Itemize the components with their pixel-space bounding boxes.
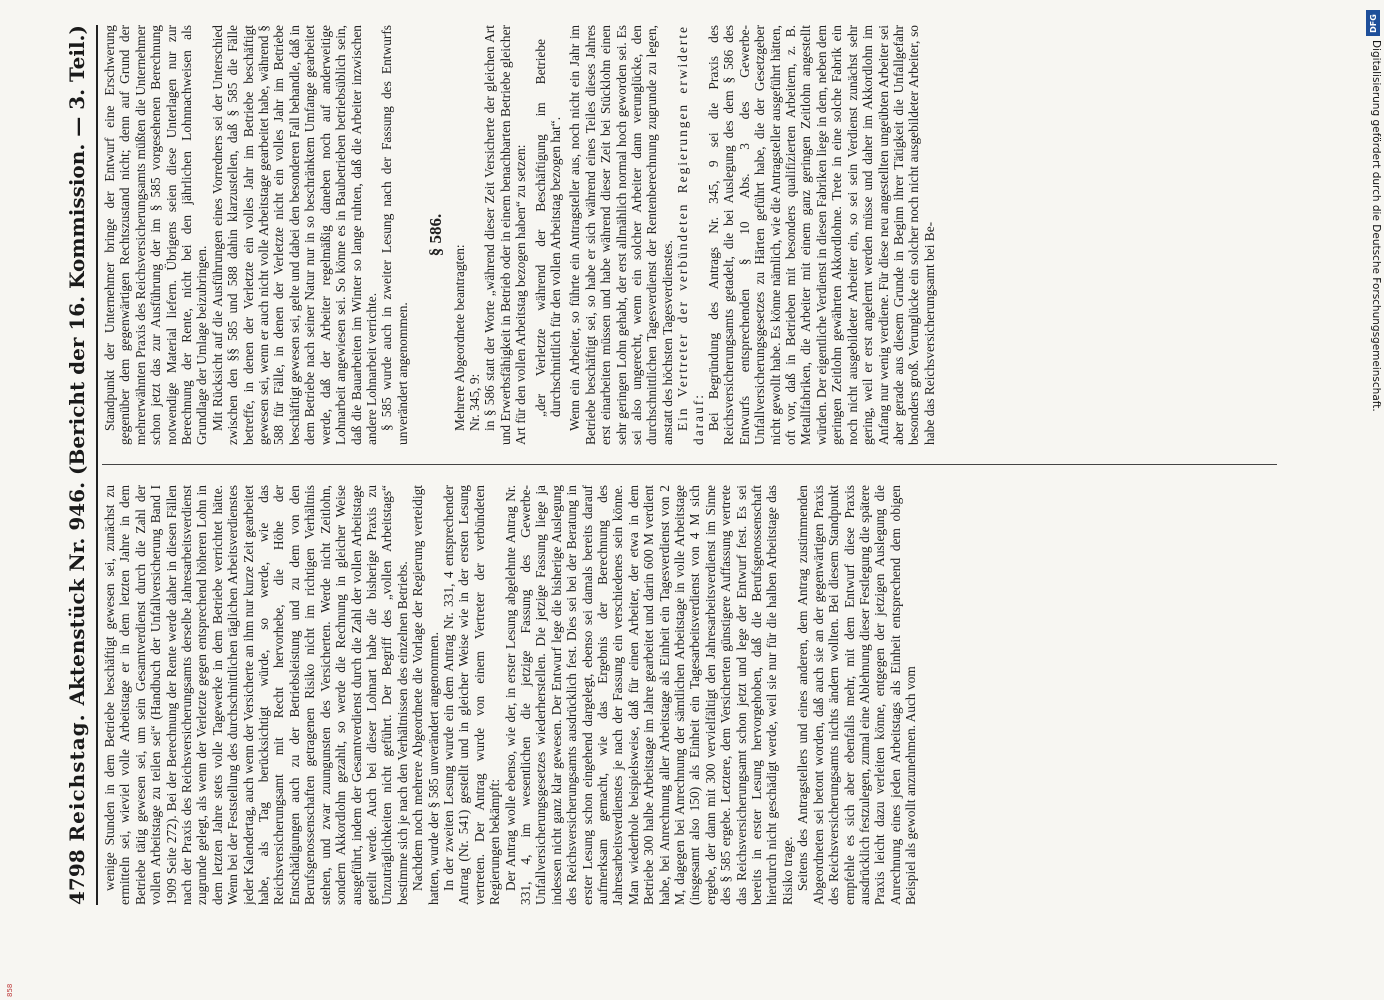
paragraph: Seitens des Antragstellers und eines anderen, dem Antrag zustimmenden Abgeordneten sei betont worden, daß auch sie an der gegenwärtigen Praxis des Reichsversicherungsamts nichts ändern wollten. Bei diesem Standpunkt empfehle es sich aber ebenfalls mehr, mit dem Entwurf diese Praxis ausdrücklich festzulegen, zumal eine Ablehnung dieser Festlegung die spätere Praxis leicht dazu verleiten könne, entgegen der jetzigen Auslegung die Anrechnung eines jeden Arbeitstags als Einheit entsprechend dem obigen Beispiel als gewollt anzunehmen. Auch vom (795, 485, 919, 905)
section-heading: § 586. (426, 213, 446, 257)
quoted-text: „der Verletzte während der Beschäftigung im Betriebe durchschnittlich für den vollen Arbeitstag bezogen hat“. (532, 39, 563, 417)
paragraph: In der zweiten Lesung wurde ein dem Antrag Nr. 331, 4 entsprechender Antrag (Nr. 541) gestellt und in gleicher Weise wie in der ersten Lesung vertreten. Der Antrag wurde von einem Vertreter der verbündeten Regierungen bekämpft: (440, 485, 503, 905)
paragraph: Bei Begründung des Antrags Nr. 345, 9 sei die Praxis des Reichsversicherungsamts getadelt, die bei Auslegung des dem § 586 des Entwurfs entsprechenden § 10 Abs. 3 des Gewerbe-Unfallversicherungsgesetzes zu Härten geführt habe, die der Gesetzgeber nicht gewollt habe. Es könne nämlich, wie die Antragsteller ausgeführt hätten, oft vor, daß in Betrieben mit besonders qualifizierten Arbeitern, z. B. Metallfabriken, die Arbeiter mit einem ganz geringen Zeitlohn angestellt würden. Der eigentliche Verdienst in diesen Fabriken liege in dem, neben dem geringen Zeitlohn gewährten Akkordlohne. Trete in eine solche Fabrik ein noch nicht ausgebildeter Arbeiter ein, so sei sein Verdienst zunächst sehr gering, weil er erst angelernt werden müsse und daher im Akkordlohn im Anfang nur wenig verdiene. Für diese neu angestellten ungeübten Arbeiter sei aber gerade aus diesem Grunde in Beginn ihrer Tätigkeit die Unfallgefahr besonders groß. Verunglücke ein solcher noch nicht ausgebildeter Arbeiter, so habe das Reichsversicherungsamt bei Be- (706, 25, 937, 445)
paragraph: Nachdem noch mehrere Abgeordnete die Vorlage der Regierung verteidigt hatten, wurde der § 585 unverändert angenommen. (410, 485, 441, 905)
right-text-column (102, 25, 1277, 445)
paragraph: in § 586 statt der Worte „während dieser Zeit Versicherte der gleichen Art und Erwerbsfähigkeit in Betrieb oder in einem benachbarten Betriebe gleicher Art für den vollen Arbeitstag bezogen haben“ zu setzen: (482, 25, 529, 445)
header-right-title: Aktenstück Nr. 946. (Bericht der 16. Kommission. — 3. Teil.) (65, 25, 89, 706)
paragraph: Wenn ein Arbeiter, so führte ein Antragsteller aus, noch nicht ein Jahr im Betriebe beschäftigt sei, so habe er sich während eines Teiles dieses Jahres erst einarbeiten müssen und habe während dieser Zeit bei Stücklohn einen sehr geringen Lohn gehabt, der erst allmählich normal hoch geworden sei. Es sei also ungerecht, wenn ein solcher Arbeiter dann verunglücke, den durchschnittlichen Tagesverdienst der Rentenberechnung zugrunde zu legen, anstatt des höchsten Tagesverdienstes. (567, 25, 675, 445)
paragraph: Standpunkt der Unternehmer bringe der Entwurf eine Erschwerung gegenüber dem gegenwärtigen Rechtszustand nicht; denn auf Grund der mehrerwähnten Praxis des Reichsversicherungsamts müßten die Unternehmer schon jetzt das zur Ausführung der im § 585 vorgesehenen Berechnung notwendige Material liefern. Übrigens seien diese Unterlagen nur zur Berechnung der Rente, nicht bei den jährlichen Lohnnachweisen als Grundlage der Umlage beizubringen. (102, 25, 210, 445)
header-rule (96, 25, 98, 905)
paragraph: Mit Rücksicht auf die Ausführungen eines Vorredners sei der Unterschied zwischen den §§ 585 und 588 dahin klarzustellen, daß § 585 die Fälle betreffe, in denen der Verletzte ein volles Jahr im Betriebe beschäftigt gewesen sei, wenn er auch nicht volle Arbeitstage gearbeitet habe, während § 588 für Fälle, in denen der Verletzte nicht ein volles Jahr im Betriebe beschäftigt gewesen sei, gelte und dabei den besonderen Fall behandle, daß in dem Betriebe nach seiner Natur nur in so beschränktem Umfange gearbeitet werde, daß der Arbeiter regelmäßig daneben noch auf anderweitige Lohnarbeit angewiesen sei. So könne es in Baubetrieben betriebsüblich sein, daß die Bauarbeiten im Winter so lange ruhten, daß die Arbeiter inzwischen andere Lohnarbeit verrichte. (209, 25, 379, 445)
motion-number: Nr. 345, 9: (466, 373, 482, 431)
page-header (60, 25, 94, 905)
column-divider (102, 464, 1277, 465)
paragraph: Mehrere Abgeordnete beantragten: (451, 244, 467, 431)
left-text-column (102, 485, 1277, 905)
corner-mark: 858 (6, 983, 14, 997)
paragraph: Ein Vertreter der verbündeten Regierungen erwiderte darauf: (675, 25, 706, 445)
digitization-credit: Digitalisierung gefördert durch die Deutsche Forschungsgemeinschaft. (1370, 40, 1382, 412)
header-left-title: Reichstag. (65, 713, 89, 842)
page-number: 4798 (65, 849, 89, 905)
paragraph: wenige Stunden in dem Betriebe beschäftigt gewesen sei, zunächst zu ermitteln sei, wieviel volle Arbeitstage er in dem letzten Jahre in dem Betriebe tätig gewesen sei, um sein Gesamtverdienst durch die Zahl der vollen Arbeitstage zu teilen sei“ (Handbuch der Unfallversicherung Band I 1909 Seite 272). Bei der Berechnung der Rente werde daher in diesen Fällen nach der Praxis des Reichsversicherungsamts derselbe Jahresarbeitsverdienst zugrunde gelegt, als wenn der Verletzte gegen entsprechend höheren Lohn in dem letzten Jahre stets volle Tagewerke in dem Betriebe verrichtet hätte. Wenn bei der Feststellung des durchschnittlichen täglichen Arbeitsverdienstes jeder Kalendertag, auch wenn der Versicherte an ihm nur kurze Zeit gearbeitet habe, als Tag berücksichtigt würde, so werde, wie das Reichsversicherungsamt mit Recht hervorhebe, die Höhe der Entschädigungen auch zu der Betriebsleistung und zu dem von den Berufsgenossenschaften getragenen Risiko nicht im richtigen Verhältnis stehen, und zwar zuungunsten des Versicherten. Werde nicht Zeitlohn, sondern Akkordlohn gezahlt, so werde die Rechnung in gleicher Weise ausgeführt, indem der Gesamtverdienst durch die Zahl der vollen Arbeitstage geteilt werde. Auch bei dieser Lohnart habe die bisherige Praxis zu Unzuträglichkeiten nicht geführt. Der Begriff des „vollen Arbeitstags“ bestimme sich je nach den Verhältnissen des einzelnen Betriebs. (102, 485, 410, 905)
dfg-logo-icon: DFG (1366, 10, 1380, 36)
paragraph: Der Antrag wolle ebenso, wie der, in erster Lesung abgelehnte Antrag Nr. 331, 4, im wesentlichen die jetzige Fassung des Gewerbe-Unfallversicherungsgesetzes wiederherstellen. Die jetzige Fassung liege ja indessen nicht ganz klar gewesen. Der Entwurf lege die bisherige Auslegung des Reichsversicherungsamts ausdrücklich fest. Dies sei bei der Beratung in erster Lesung schon eingehend dargelegt, ebenso sei damals bereits darauf aufmerksam gemacht, wie das Ergebnis der Berechnung des Jahresarbeitsverdienstes je nach der Fassung ein verschiedenes sein könne. Man wiederhole beispielsweise, daß für einen Arbeiter, der etwa in dem Betriebe 300 halbe Arbeitstage im Jahre gearbeitet und darin 600 M verdient habe, bei Anrechnung aller Arbeitstage als Einheit ein Tagesverdienst von 2 M, dagegen bei Anrechnung der sämtlichen Arbeitstage in volle Arbeitstage (insgesamt also 150) als Einheit ein Tagesarbeitsverdienst von 4 M sich ergebe, der dann mit 300 vervielfältigt den Jahresarbeitsverdienst im Sinne des § 585 ergebe. Letztere, dem Versicherten günstigere Auffassung vertrete das Reichsversicherungsamt schon jetzt und lege der Entwurf fest. Es sei bereits in erster Lesung hervorgehoben, daß die Berufsgenossenschaft hierdurch nicht geschädigt werde, weil sie nur für die halben Arbeitstage das Risiko trage. (502, 485, 795, 905)
paragraph: § 585 wurde auch in zweiter Lesung nach der Fassung des Entwurfs unverändert angenommen. (379, 25, 410, 445)
